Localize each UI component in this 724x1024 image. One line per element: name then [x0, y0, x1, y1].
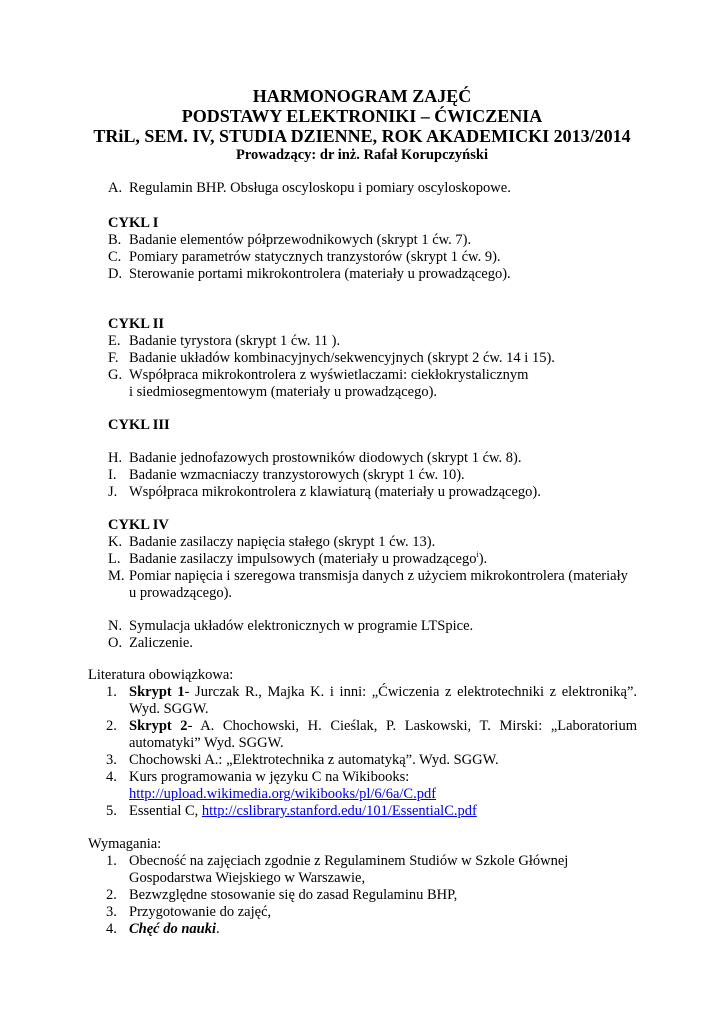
cycle-2-title: CYKL II — [108, 316, 165, 332]
cycle-1-title: CYKL I — [108, 215, 159, 231]
item-letter-c: C. — [108, 249, 122, 265]
lit-num-5: 5. — [106, 803, 117, 819]
item-text-l-main: Badanie zasilaczy impulsowych (materiały u prowadzącego — [129, 551, 477, 567]
literature-heading: Literatura obowiązkowa: — [88, 667, 234, 683]
cycle-3-title: CYKL III — [108, 417, 170, 433]
wikibooks-c-link[interactable]: http://upload.wikimedia.org/wikibooks/pl/6/6a/C.pdf — [129, 786, 437, 802]
item-text-i: Badanie wzmacniaczy tranzystorowych (skrypt 1 ćw. 10). — [129, 467, 465, 483]
item-text-m-cont: u prowadzącego). — [129, 585, 233, 601]
item-text-f: Badanie układów kombinacyjnych/sekwencyjnych (skrypt 2 ćw. 14 i 15). — [129, 350, 555, 366]
lit-item-4: Kurs programowania w języku C na Wikibooks: — [129, 769, 410, 785]
req-num-1: 1. — [106, 853, 117, 869]
req-num-3: 3. — [106, 904, 117, 920]
item-text-a: Regulamin BHP. Obsługa oscyloskopu i pomiary oscyloskopowe. — [129, 180, 511, 196]
item-text-d: Sterowanie portami mikrokontrolera (materiały u prowadzącego). — [129, 266, 511, 282]
item-letter-o: O. — [108, 635, 123, 651]
essential-c-link[interactable]: http://cslibrary.stanford.edu/101/EssentialC.pdf — [201, 803, 477, 819]
document-title: HARMONOGRAM ZAJĘĆ — [252, 86, 472, 106]
item-text-e: Badanie tyrystora (skrypt 1 ćw. 11 ). — [129, 333, 341, 349]
item-letter-i: I. — [108, 467, 117, 483]
lit-item-2 — [129, 718, 637, 735]
req-item-3: Przygotowanie do zajęć, — [129, 904, 272, 920]
item-letter-k: K. — [108, 534, 123, 550]
item-letter-d: D. — [108, 266, 123, 282]
lit-item-2-bold: Skrypt 2 — [129, 718, 188, 734]
item-text-n: Symulacja układów elektronicznych w programie LTSpice. — [129, 618, 474, 634]
req-item-4-tail: . — [216, 921, 220, 937]
item-text-j: Współpraca mikrokontrolera z klawiaturą (materiały u prowadzącego). — [129, 484, 541, 500]
lit-num-2: 2. — [106, 718, 117, 734]
item-letter-a: A. — [108, 180, 123, 196]
item-text-k: Badanie zasilaczy napięcia stałego (skrypt 1 ćw. 13). — [129, 534, 436, 550]
item-text-m: Pomiar napięcia i szeregowa transmisja danych z użyciem mikrokontrolera (materiały — [129, 568, 628, 584]
item-text-l — [129, 551, 487, 568]
lit-item-1-bold: Skrypt 1 — [129, 684, 185, 700]
item-letter-j: J. — [108, 484, 118, 500]
lit-item-1 — [129, 684, 637, 701]
lit-num-1: 1. — [106, 684, 117, 700]
lit-item-2-cont: automatyki” Wyd. SGGW. — [129, 735, 284, 751]
lit-item-4-line2 — [129, 786, 436, 803]
req-num-2: 2. — [106, 887, 117, 903]
requirements-heading: Wymagania: — [88, 836, 162, 852]
lit-item-1-text: - Jurczak R., Majka K. i inni: „Ćwiczenia z elektrotechniki z elektroniką”. — [184, 684, 637, 700]
program-line: TRiL, SEM. IV, STUDIA DZIENNE, ROK AKADEMICKI 2013/2014 — [93, 126, 631, 146]
item-letter-f: F. — [108, 350, 119, 366]
item-text-g: Współpraca mikrokontrolera z wyświetlaczami: ciekłokrystalicznym — [129, 367, 529, 383]
item-text-b: Badanie elementów półprzewodnikowych (skrypt 1 ćw. 7). — [129, 232, 472, 248]
item-letter-e: E. — [108, 333, 121, 349]
item-letter-m: M. — [108, 568, 125, 584]
item-letter-l: L. — [108, 551, 121, 567]
lit-item-5 — [129, 803, 477, 820]
item-letter-g: G. — [108, 367, 123, 383]
lit-item-1-cont: Wyd. SGGW. — [129, 701, 209, 717]
item-letter-n: N. — [108, 618, 123, 634]
req-item-2: Bezwzględne stosowanie się do zasad Regulaminu BHP, — [129, 887, 458, 903]
cycle-4-title: CYKL IV — [108, 517, 169, 533]
lit-item-3: Chochowski A.: „Elektrotechnika z automatyką”. Wyd. SGGW. — [129, 752, 499, 768]
item-letter-b: B. — [108, 232, 122, 248]
item-text-h: Badanie jednofazowych prostowników diodowych (skrypt 1 ćw. 8). — [129, 450, 522, 466]
item-text-l-tail: ). — [478, 551, 488, 567]
lit-item-5-text: Essential C, — [129, 803, 202, 819]
req-num-4: 4. — [106, 921, 117, 937]
lit-num-3: 3. — [106, 752, 117, 768]
footnote-marker: i — [476, 550, 479, 560]
document-subtitle: PODSTAWY ELEKTRONIKI – ĆWICZENIA — [181, 106, 543, 126]
item-text-o: Zaliczenie. — [129, 635, 193, 651]
item-text-g-cont: i siedmiosegmentowym (materiały u prowadzącego). — [129, 384, 438, 400]
lit-num-4: 4. — [106, 769, 117, 785]
req-item-1-cont: Gospodarstwa Wiejskiego w Warszawie, — [129, 870, 366, 886]
lecturer-line: Prowadzący: dr inż. Rafał Korupczyński — [235, 147, 488, 163]
item-text-c: Pomiary parametrów statycznych tranzystorów (skrypt 1 ćw. 9). — [129, 249, 501, 265]
req-item-1: Obecność na zajęciach zgodnie z Regulaminem Studiów w Szkole Głównej — [129, 853, 569, 869]
item-letter-h: H. — [108, 450, 123, 466]
lit-item-2-text: - A. Chochowski, H. Cieślak, P. Laskowski, T. Mirski: „Laboratorium — [187, 718, 637, 734]
req-item-4-emph: Chęć do nauki — [129, 921, 217, 937]
req-item-4 — [129, 921, 220, 938]
